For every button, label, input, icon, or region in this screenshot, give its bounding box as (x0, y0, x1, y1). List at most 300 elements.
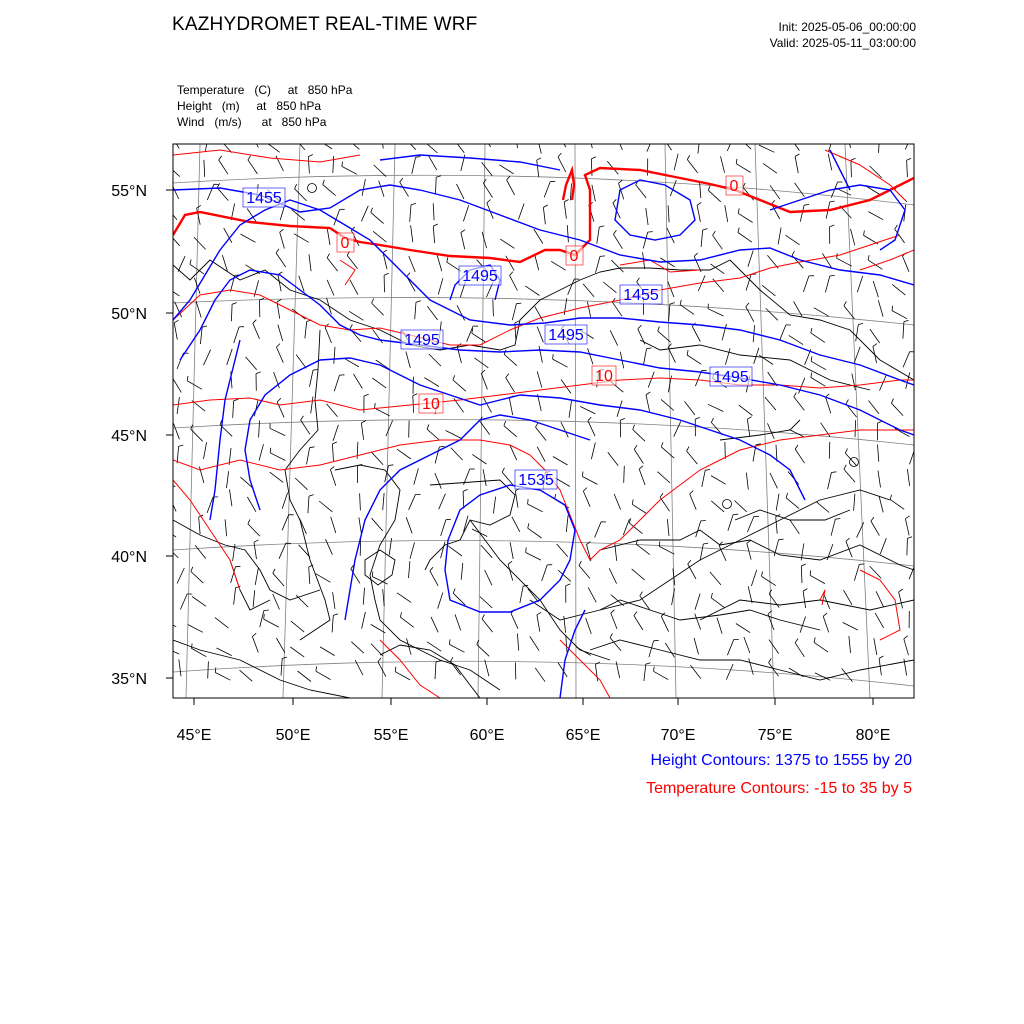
wind-barb-feather (450, 657, 453, 661)
wind-barb (770, 185, 780, 199)
wind-barb-feather (270, 448, 271, 453)
wind-barb (347, 255, 357, 268)
wind-barb (708, 190, 721, 202)
wind-barb-feather (654, 640, 659, 641)
wind-barb (907, 469, 909, 486)
wind-barb (194, 237, 206, 249)
wind-barb-feather (835, 519, 840, 520)
wind-barb (597, 227, 600, 244)
wind-barb-feather (687, 447, 689, 451)
wind-barb-feather (846, 129, 850, 132)
wind-barb (435, 447, 439, 464)
wind-barb-feather (461, 230, 465, 233)
wind-barb (259, 444, 264, 460)
wind-barb (654, 671, 669, 679)
wind-barb (845, 453, 856, 466)
wind-barb-feather (253, 320, 256, 324)
wind-barb (483, 469, 486, 486)
wind-barb (762, 576, 776, 585)
wind-barb (515, 491, 518, 508)
wind-barb-feather (190, 260, 191, 265)
wind-barb (510, 275, 518, 290)
wind-barb (310, 370, 314, 387)
wind-barb-feather (636, 539, 637, 544)
wind-barb (372, 452, 384, 465)
wind-barb-feather (634, 612, 637, 616)
wind-barb-feather (266, 137, 267, 142)
wind-barb (528, 504, 543, 512)
wind-barb (831, 519, 835, 536)
wind-barb (270, 472, 284, 482)
wind-barb (739, 405, 753, 415)
wind-barb (192, 597, 206, 607)
wind-barb-feather (801, 564, 806, 566)
wind-barb-feather (280, 229, 284, 232)
wind-barb-feather (342, 162, 343, 167)
wind-barb-feather (332, 442, 337, 444)
height-label: 1495 (404, 332, 440, 349)
wind-barb (427, 429, 440, 440)
wind-barb (539, 346, 542, 363)
wind-barb (667, 519, 669, 536)
wind-barb-feather (232, 303, 237, 305)
height-label: 1495 (462, 268, 498, 285)
wind-barb (851, 160, 852, 177)
wind-barb (327, 280, 334, 296)
wind-barb-feather (814, 638, 815, 643)
wind-barb (375, 408, 390, 416)
wind-barb (264, 619, 279, 627)
wind-barb (535, 668, 545, 682)
wind-barb-feather (276, 344, 280, 348)
wind-barb-feather (613, 230, 616, 234)
wind-barb-feather (831, 472, 836, 473)
wind-barb (811, 333, 825, 343)
wind-barb (725, 205, 728, 222)
wind-barb (749, 658, 754, 674)
wind-barb (246, 357, 257, 370)
wind-barb (326, 539, 333, 555)
wind-barb (281, 659, 282, 676)
wind-barb (695, 614, 701, 630)
wind-barb (180, 594, 187, 610)
wind-barb (409, 494, 416, 510)
wind-barb (878, 300, 883, 316)
wind-barb (710, 572, 721, 585)
lon-label: 50°E (275, 727, 311, 744)
longitude-axis (194, 698, 873, 705)
wind-barb-feather (904, 320, 909, 322)
wind-barb-feather (361, 421, 365, 423)
wind-barb (361, 423, 363, 440)
wind-barb (241, 234, 256, 242)
wind-barb (412, 157, 416, 174)
wind-barb-feather (658, 326, 660, 331)
wind-barb (613, 234, 622, 249)
wind-barb (506, 256, 514, 271)
wind-barb (721, 156, 725, 173)
wind-barb (327, 228, 330, 245)
wind-barb (708, 309, 723, 316)
wind-barb-feather (619, 180, 623, 183)
wind-barb-feather (264, 614, 265, 619)
lat-label: 55°N (111, 183, 147, 200)
wind-barb-feather (868, 255, 869, 260)
wind-barb (400, 182, 409, 197)
wind-barb (725, 348, 730, 364)
wind-barb-feather (436, 176, 441, 178)
wind-barb (457, 347, 461, 364)
wind-barb-feather (169, 492, 172, 496)
lon-label: 75°E (757, 727, 793, 744)
wind-barb (253, 590, 255, 607)
wind-barb-feather (510, 272, 513, 276)
wind-barb-feather (846, 400, 848, 404)
wind-barb (320, 647, 335, 656)
wind-barb (215, 673, 230, 681)
wind-barb (427, 306, 437, 320)
wind-barb (727, 135, 734, 151)
wind-barb (564, 298, 567, 315)
wind-barb (674, 421, 681, 436)
wind-barb (246, 265, 260, 274)
wind-barb-feather (482, 615, 485, 619)
wind-barb-feather (526, 548, 527, 553)
wind-barb (472, 454, 486, 464)
height-label: 1535 (518, 472, 554, 489)
wind-barb (766, 308, 778, 320)
wind-barb-feather (192, 644, 193, 649)
wind-barb (907, 538, 908, 555)
wind-barb (617, 401, 622, 417)
wind-barb-feather (634, 445, 637, 449)
wind-barb-feather (844, 465, 846, 469)
wind-barb (294, 234, 309, 243)
temperature-label: 10 (422, 396, 440, 413)
wind-barb (876, 591, 883, 606)
wind-barb-feather (747, 417, 751, 420)
wind-barb (482, 162, 493, 175)
wind-barb (566, 515, 568, 532)
wind-barb-feather (648, 232, 653, 233)
wind-barb (319, 501, 332, 512)
wind-barb-feather (890, 495, 891, 500)
wind-barb (530, 636, 539, 650)
wind-barb (688, 564, 696, 579)
wind-barb (309, 254, 311, 271)
wind-barb (279, 543, 286, 559)
wind-barb (291, 621, 304, 632)
wind-barb (765, 397, 776, 410)
wind-barb (665, 643, 674, 657)
wind-barb-feather (792, 251, 794, 255)
wind-barb (801, 566, 802, 583)
wind-barb (557, 544, 568, 557)
wind-barb (904, 639, 909, 655)
wind-barb-feather (739, 133, 741, 138)
wind-barb (455, 614, 461, 630)
wind-barb (298, 671, 311, 682)
wind-barb (903, 352, 910, 368)
wind-barb (296, 355, 306, 369)
wind-barb-feather (248, 519, 250, 524)
wind-barb (632, 504, 646, 513)
wind-barb (892, 311, 907, 319)
wind-barb (439, 494, 446, 510)
wind-barb (568, 279, 575, 295)
wind-barb-feather (703, 229, 708, 230)
wind-barb (692, 327, 700, 342)
wind-barb (448, 546, 462, 556)
wind-barb (811, 361, 826, 369)
wind-barb (330, 470, 335, 486)
wind-barb (555, 478, 570, 487)
wind-barb (739, 138, 752, 150)
wind-barb (273, 573, 284, 586)
wind-barb (748, 586, 752, 603)
wind-barb (794, 397, 805, 410)
lat-label: 40°N (111, 549, 147, 566)
wind-barb-feather (871, 517, 874, 521)
wind-barb (844, 469, 855, 482)
wind-barb-feather (804, 204, 809, 205)
wind-barb (843, 622, 858, 630)
wind-barb-feather (219, 156, 222, 160)
wind-barb-feather (400, 612, 401, 617)
wind-barb (668, 281, 674, 297)
wind-barb (829, 135, 834, 151)
wind-barb-feather (846, 538, 850, 541)
wind-barb (428, 155, 437, 170)
wind-barb-feather (264, 610, 269, 611)
wind-barb-feather (308, 155, 313, 157)
wind-barb (823, 616, 829, 632)
wind-barb (567, 225, 568, 242)
wind-barb (342, 166, 357, 174)
wind-barb-feather (427, 425, 429, 430)
wind-barb (199, 517, 200, 534)
wind-barb (457, 305, 465, 320)
wind-barb (282, 515, 289, 531)
wind-barb (701, 230, 703, 247)
wind-barb (587, 545, 591, 562)
wind-barb-feather (736, 159, 737, 164)
wind-barb (874, 638, 877, 655)
wind-barb-feather (310, 447, 315, 448)
wind-barb (624, 466, 625, 483)
lon-label: 45°E (176, 727, 212, 744)
wind-barb-feather (772, 200, 775, 204)
wind-barb-feather (858, 323, 863, 324)
wind-barb (499, 165, 513, 174)
wind-barb (623, 519, 629, 535)
wind-barb (636, 544, 650, 554)
wind-barb-feather (502, 468, 504, 472)
wind-barb (786, 498, 799, 509)
wind-barb-feather (276, 249, 279, 253)
wind-barb-feather (790, 133, 793, 137)
wind-barb (811, 378, 826, 387)
wind-barb (610, 638, 621, 651)
wind-barb (722, 324, 726, 340)
lon-label: 80°E (855, 727, 891, 744)
wind-barb-feather (591, 157, 596, 159)
wind-barb (591, 159, 592, 176)
wind-barb-feather (515, 321, 520, 323)
wind-barb-feather (453, 589, 455, 594)
wind-barb (551, 261, 566, 270)
wind-barb (596, 256, 601, 272)
wind-barb (748, 251, 753, 267)
wind-barb-feather (309, 495, 314, 497)
wind-barb (205, 135, 208, 152)
wind-barb-feather (746, 303, 749, 307)
wind-barb (227, 471, 229, 488)
wind-barb-feather (688, 560, 691, 564)
wind-barb-feather (506, 374, 509, 378)
wind-barb (164, 647, 179, 654)
wind-barb (780, 325, 786, 341)
wind-barb (350, 280, 358, 295)
wind-barb (899, 592, 903, 609)
wind-barb-feather (208, 134, 213, 135)
wind-barb (846, 132, 851, 148)
wind-barb (307, 448, 310, 465)
wind-barb-feather (711, 593, 712, 598)
wind-barb (305, 321, 307, 338)
wind-barb (177, 568, 184, 584)
height-contours (173, 150, 914, 698)
latitude-axis (166, 190, 173, 678)
wind-barb (294, 137, 305, 150)
wind-barb (191, 572, 203, 584)
wind-barb-feather (794, 393, 797, 397)
wind-barb-feather (708, 186, 710, 191)
wind-barb (406, 352, 410, 369)
wind-barb (430, 571, 438, 586)
wind-barb-feather (660, 493, 663, 497)
height-label: 1495 (713, 369, 749, 386)
wind-barb-feather (528, 499, 529, 504)
wind-barb (564, 202, 566, 219)
wind-barb (435, 473, 442, 489)
wind-barb (327, 404, 338, 417)
wind-barb (702, 470, 705, 487)
wind-barb (786, 235, 800, 245)
wind-barb-feather (375, 403, 376, 408)
wind-barb-feather (880, 134, 885, 136)
wind-barb (278, 325, 283, 341)
wind-barb (351, 642, 364, 653)
wind-barb (325, 327, 331, 343)
wind-barb (433, 203, 434, 220)
wind-barb (333, 592, 335, 609)
wind-barb (854, 564, 859, 580)
wind-barb (372, 378, 386, 388)
wind-barb (355, 660, 363, 675)
wind-barb (374, 165, 386, 177)
wind-barb (441, 542, 445, 558)
wind-barb-feather (873, 344, 877, 347)
wind-barb-feather (416, 157, 421, 158)
wind-barb (553, 359, 568, 367)
wind-barb (643, 349, 646, 366)
wind-barb (869, 401, 880, 414)
wind-barb-feather (891, 399, 893, 404)
wind-barb (728, 515, 733, 531)
wind-barb (674, 154, 678, 171)
wind-barb-feather (823, 613, 827, 616)
wind-barb (695, 594, 700, 610)
wind-barb-feather (487, 200, 491, 203)
wind-barb-feather (844, 301, 846, 305)
wind-barb (333, 425, 338, 441)
wind-barb-feather (680, 300, 681, 305)
wind-barb (259, 421, 260, 438)
wind-barb (371, 624, 386, 633)
wind-barb-feather (711, 418, 713, 422)
wind-barb (579, 566, 590, 579)
wind-barb (219, 160, 228, 174)
wind-barb (667, 228, 675, 243)
wind-barb (646, 208, 648, 225)
wind-barb (747, 419, 750, 436)
wind-barb (410, 542, 415, 558)
wind-barb (816, 502, 829, 513)
graticule (173, 144, 914, 698)
wind-barb (386, 421, 393, 437)
wind-barb-feather (795, 639, 798, 643)
wind-barb (852, 374, 856, 391)
wind-barb (648, 372, 654, 388)
temperature-field-label: Temperature (C) at 850 hPa (177, 83, 353, 97)
wind-barb (362, 179, 365, 196)
wind-barb (204, 350, 211, 366)
wind-barb-feather (318, 135, 319, 140)
height-field-label: Height (m) at 850 hPa (177, 99, 322, 113)
wind-barb (711, 476, 726, 485)
wind-barb-feather (687, 350, 688, 355)
wind-barb-feather (864, 230, 865, 235)
wind-barb-feather (449, 639, 450, 644)
wind-barb (854, 494, 855, 511)
height-contour-legend: Height Contours: 1375 to 1555 by 20 (650, 752, 912, 769)
wind-barb (493, 497, 495, 514)
wind-barb-feather (879, 656, 883, 658)
wind-barb (849, 636, 851, 653)
wind-barb-feather (170, 130, 173, 134)
wind-barb (736, 624, 750, 633)
wind-barb (373, 231, 386, 242)
wind-barb (751, 570, 756, 586)
wind-barb (844, 590, 853, 605)
wind-barb (414, 468, 419, 484)
wind-barb-feather (907, 158, 912, 160)
wind-barb-feather (694, 253, 698, 257)
wind-barb (354, 374, 363, 388)
wind-barb (512, 517, 520, 532)
wind-barb-feather (168, 229, 170, 233)
wind-barb (397, 593, 411, 603)
temperature-contour-legend: Temperature Contours: -15 to 35 by 5 (646, 780, 912, 797)
wind-barb-feather (447, 257, 448, 262)
wind-barb (537, 447, 545, 462)
wind-barb-feather (507, 176, 510, 180)
wind-barb (233, 401, 234, 418)
wind-barb (611, 613, 617, 629)
wind-barb (299, 545, 311, 558)
wind-barb (795, 183, 805, 197)
